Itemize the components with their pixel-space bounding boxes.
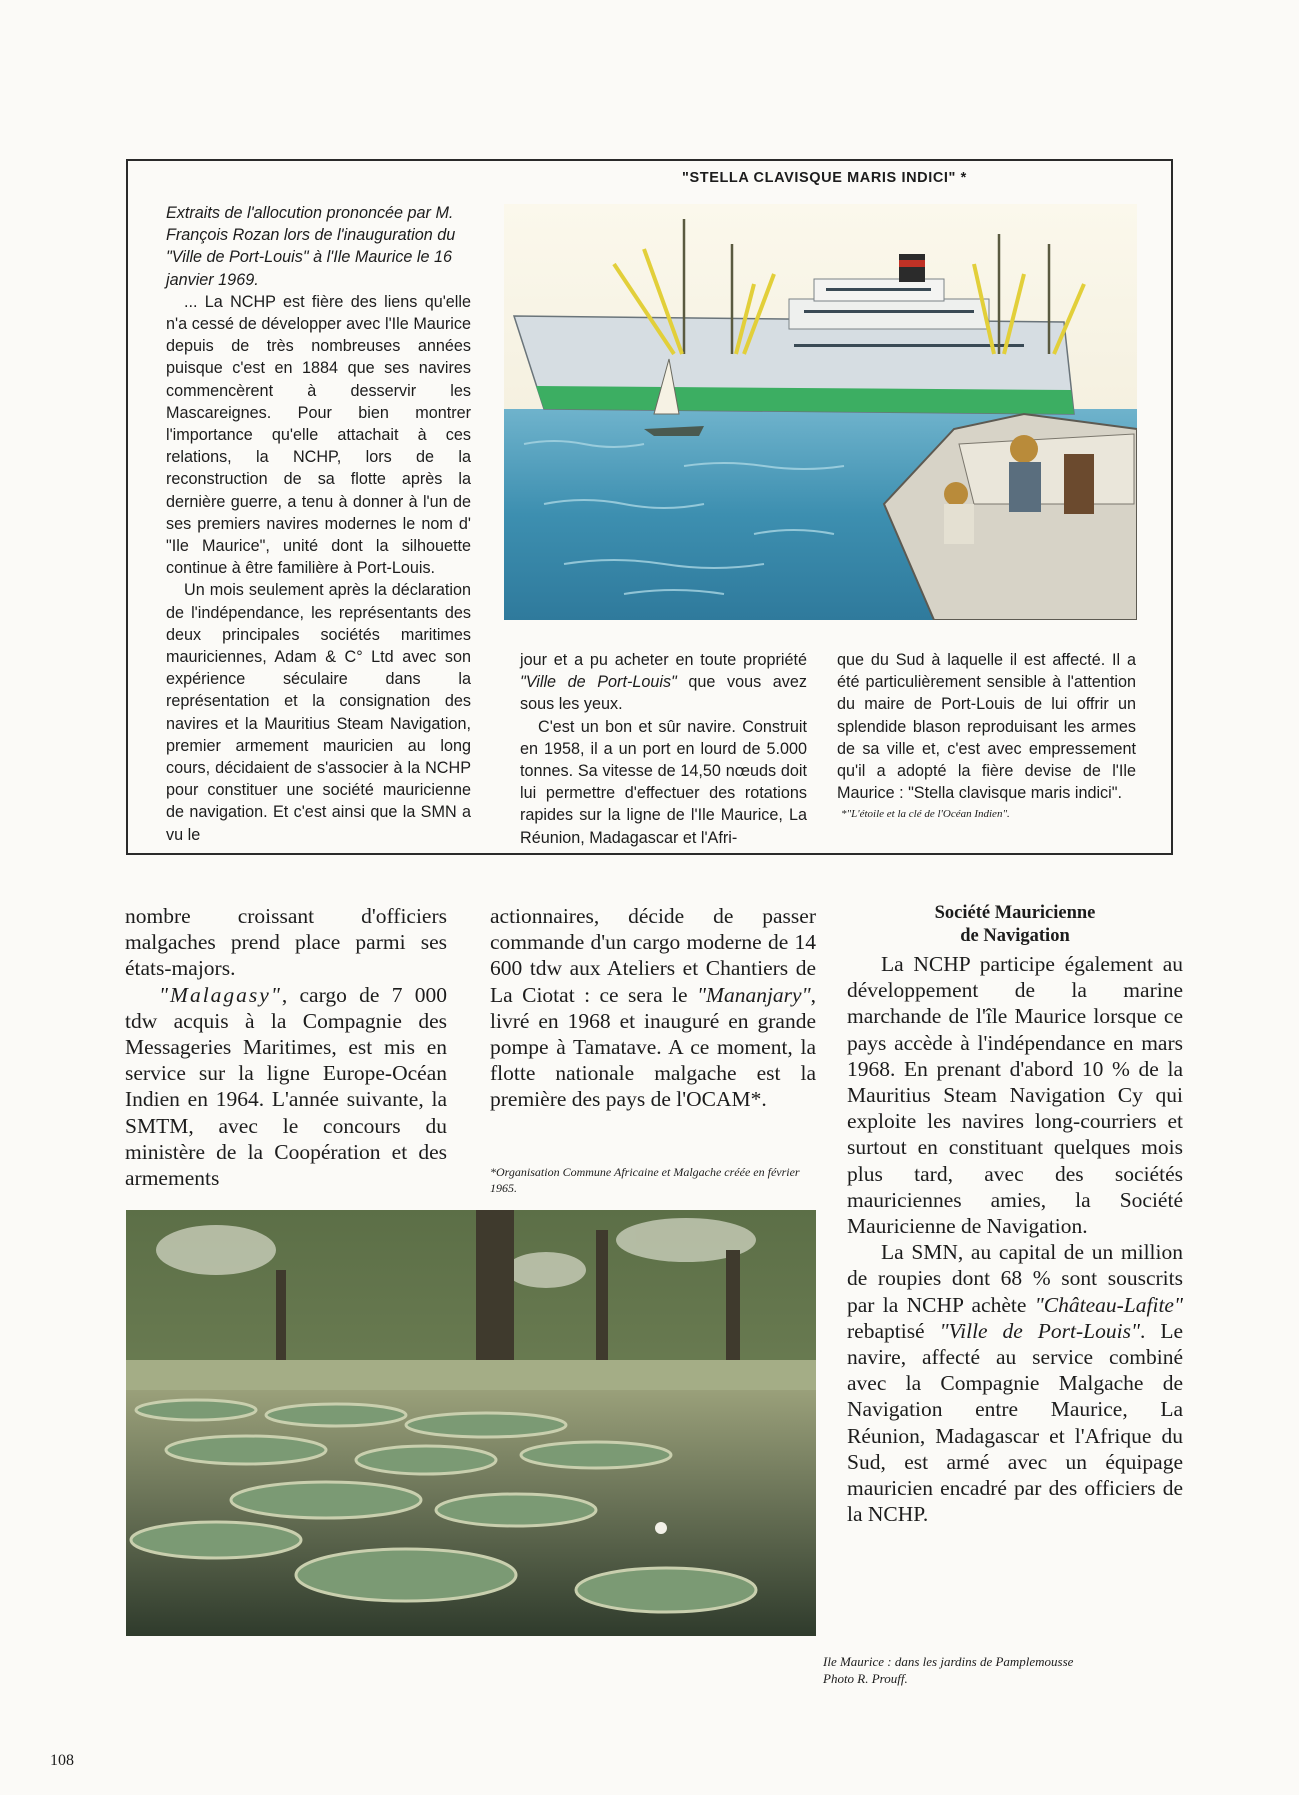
- ship-illustration: [504, 204, 1137, 620]
- insert-title: "STELLA CLAVISQUE MARIS INDICI" *: [682, 170, 967, 186]
- photo-caption: [823, 1653, 1183, 1687]
- ship-name: "Mananjary": [697, 982, 811, 1007]
- article-column-1: [125, 903, 447, 1191]
- speech-intro: Extraits de l'allocution prononcée par M. François Rozan lors de l'inauguration du "Ville de Port-Louis" à l'Ile Maurice le 16 janvier 1969.: [166, 204, 456, 289]
- motto-translation-note: *"L'étoile et la clé de l'Océan Indien".: [841, 808, 1010, 821]
- insert-column-3: [837, 649, 1136, 822]
- article-paragraph: [125, 982, 447, 1192]
- page-number: 108: [50, 1752, 74, 1769]
- ship-name: "Ville de Port-Louis": [939, 1318, 1140, 1343]
- heading-line: de Navigation: [960, 926, 1070, 946]
- text-run: que vous avez sous les yeux.: [520, 673, 807, 714]
- article-column-3: [847, 902, 1183, 1527]
- insert-column-2: [520, 649, 807, 849]
- garden-photo: [126, 1210, 816, 1636]
- ship-name: "Ville de Port-Louis": [520, 673, 677, 692]
- text-run: actionnaires, décide de passer commande d'un cargo moderne de 14 600 tdw aux Ateliers et Chantiers de La Ciotat : ce sera le: [490, 904, 816, 1007]
- article-paragraph: [847, 1239, 1183, 1527]
- ship-name: "Malagasy": [159, 982, 282, 1007]
- text-run: rebaptisé: [847, 1318, 940, 1343]
- heading-line: Société Mauricienne: [934, 903, 1096, 923]
- insert-paragraph: C'est un bon et sûr navire. Construit en 1958, il a un port en lourd de 5.000 tonnes. Sa vitesse de 14,50 nœuds doit lui permettre d'effectuer des rotations rapides sur la ligne de l'Ile Maurice, La Réunion, Madagascar et l'Afri-: [520, 717, 807, 847]
- text-run: , cargo de 7 000 tdw acquis à la Compagnie des Messageries Maritimes, est mis en service sur la ligne Europe-Océan Indien en 1964. L'année suivante, la SMTM, avec le concours du ministère de la Coopération et des armements: [125, 982, 447, 1191]
- caption-line: Ile Maurice : dans les jardins de Pamplemousse: [823, 1654, 1074, 1669]
- insert-paragraph: [520, 649, 807, 716]
- photo-credit: Photo R. Prouff.: [823, 1671, 908, 1686]
- insert-paragraph: ... La NCHP est fière des liens qu'elle n'a cessé de développer avec l'Ile Maurice depuis de très nombreuses années puisque c'est en 1884 que ses navires commencèrent à desservir les Mascareignes. Pour bien montrer l'importance qu'elle attachait à ces relations, la NCHP, lors de la reconstruction de sa flotte après la dernière guerre, a tenu à donner à l'un de ses premiers navires modernes le nom d' "Ile Maurice", unité dont la silhouette continue à être familière à Port-Louis.: [166, 292, 471, 578]
- article-paragraph: La NCHP participe également au développement de la marine marchande de l'île Maurice lorsque ce pays accède à l'indépendance en mars 1968. En prenant d'abord 10 % de la Mauritius Steam Navigation Cy qui exploite les navires long-courriers et surtout en constituant quelques mois plus tard, avec des sociétés mauriciennes amies, la Société Mauricienne de Navigation.: [847, 952, 1183, 1239]
- section-heading: [847, 902, 1183, 948]
- text-run: jour et a pu acheter en toute propriété: [520, 651, 807, 669]
- footnote: *Organisation Commune Africaine et Malgache créée en février 1965.: [490, 1165, 800, 1195]
- text-run: . Le navire, affecté au service combiné avec la Compagnie Malgache de Navigation entre Maurice, La Réunion, Madagascar et l'Afrique du Sud, est armé avec un équipage mauricien encadré par des officiers de la NCHP.: [847, 1318, 1183, 1527]
- article-column-2: [490, 903, 816, 1113]
- insert-column-1: [166, 202, 471, 846]
- article-paragraph: nombre croissant d'officiers malgaches prend place parmi ses états-majors.: [125, 904, 447, 981]
- text-run: La SMN, au capital de un million de roupies dont 68 % sont souscrits par la NCHP achète: [847, 1240, 1183, 1317]
- insert-paragraph: que du Sud à laquelle il est affecté. Il a été particulièrement sensible à l'attention du maire de Port-Louis de lui offrir un splendide blason reproduisant les armes de sa ville et, c'est avec empressement qu'il a adopté la fière devise de l'Ile Maurice : "Stella clavisque maris indici".: [837, 651, 1136, 803]
- ship-name: "Château-Lafite": [1034, 1292, 1183, 1317]
- insert-paragraph: Un mois seulement après la déclaration de l'indépendance, les représentants des deux principales sociétés maritimes mauriciennes, Adam & C° Ltd avec son expérience séculaire dans la représentation et la consignation des navires et la Mauritius Steam Navigation, premier armement mauricien au long cours, décidaient de s'associer à la NCHP pour constituer une société mauricienne de navigation. Et c'est ainsi que la SMN a vu le: [166, 581, 471, 844]
- text-run: , livré en 1968 et inauguré en grande pompe à Tamatave. A ce moment, la flotte nationale malgache est la première des pays de l'OCAM*.: [490, 982, 816, 1112]
- article-paragraph: [490, 903, 816, 1113]
